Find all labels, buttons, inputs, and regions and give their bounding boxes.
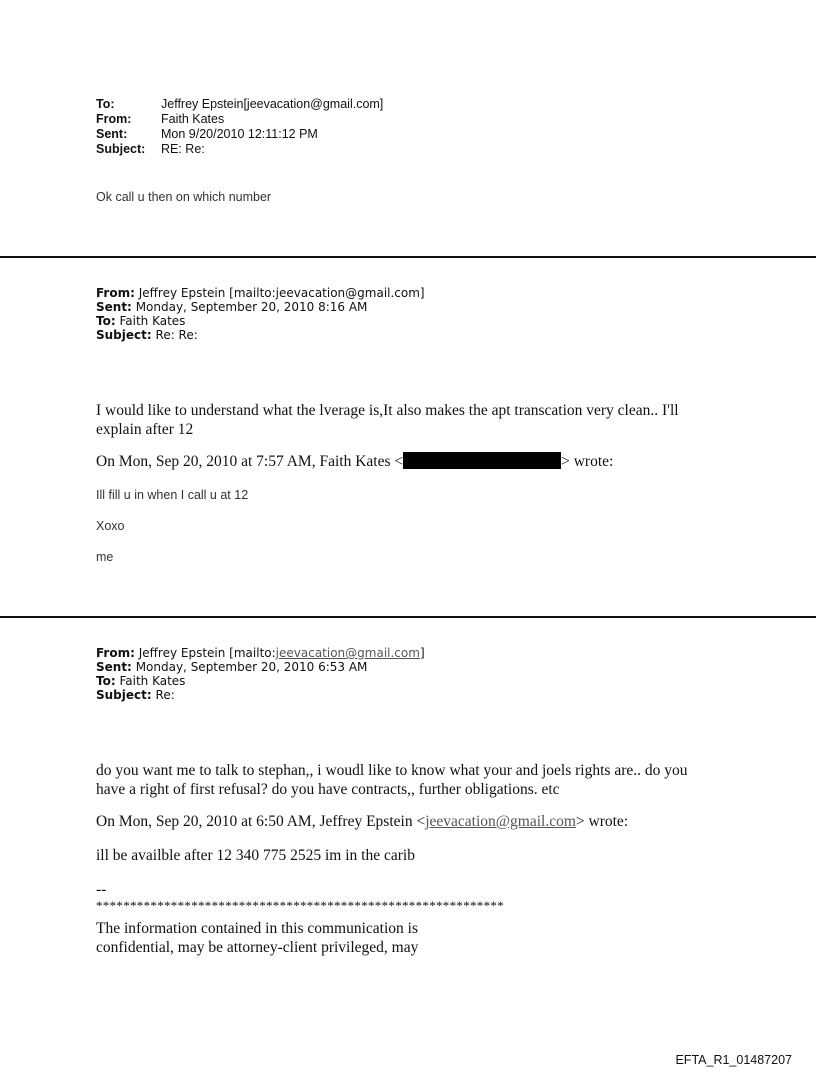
top-body-text: Ok call u then on which number — [96, 190, 272, 204]
msg2-header — [96, 286, 425, 342]
msg2-subject-value: Re: Re: — [155, 328, 198, 342]
msg3-sent-label: Sent: — [96, 660, 132, 674]
quote-email-link[interactable]: jeevacation@gmail.com — [425, 813, 576, 830]
msg2-body — [96, 401, 679, 439]
msg2-sent-value: Monday, September 20, 2010 8:16 AM — [135, 300, 368, 314]
subject-value: RE: Re: — [161, 142, 205, 156]
from-label: From: — [96, 112, 132, 126]
msg3-email-link[interactable]: jeevacation@gmail.com — [275, 646, 420, 660]
msg3-from-value-b: ] — [419, 646, 425, 660]
quote-intro-text: On Mon, Sep 20, 2010 at 6:50 AM, Jeffrey Epstein < — [96, 813, 426, 830]
msg3-quote-line: ill be availble after 12 340 775 2525 im in the carib — [96, 847, 415, 864]
signature-dash: -- — [96, 881, 107, 898]
msg2-from-value: Jeffrey Epstein [mailto:jeevacation@gmail.com] — [138, 286, 425, 300]
msg3-to-value: Faith Kates — [119, 674, 186, 688]
msg2-body-line: I would like to understand what the lverage is,It also makes the apt transcation very clean.. I'll — [96, 402, 679, 419]
msg2-quote-line: Xoxo — [96, 519, 125, 533]
divider — [0, 256, 816, 258]
quote-intro-wrote: > wrote: — [575, 813, 629, 830]
msg2-to-label: To: — [96, 314, 116, 328]
quote-intro-text: On Mon, Sep 20, 2010 at 7:57 AM, Faith Kates < — [96, 453, 404, 470]
msg2-quote-line: me — [96, 550, 114, 564]
confidentiality-line: The information contained in this communication is — [96, 920, 418, 937]
msg2-sent-label: Sent: — [96, 300, 132, 314]
msg3-subject-label: Subject: — [96, 688, 152, 702]
msg2-quote-intro — [96, 452, 613, 471]
msg3-subject-value: Re: — [155, 688, 175, 702]
confidentiality-line: confidential, may be attorney-client privileged, may — [96, 939, 419, 956]
signature-stars: ************************************************************ — [96, 898, 504, 913]
msg3-body — [96, 761, 688, 799]
msg2-to-value: Faith Kates — [119, 314, 186, 328]
sent-label: Sent: — [96, 127, 128, 141]
divider — [0, 616, 816, 618]
msg2-from-label: From: — [96, 286, 135, 300]
msg3-to-label: To: — [96, 674, 116, 688]
subject-label: Subject: — [96, 142, 146, 156]
msg3-body-line: have a right of first refusal? do you have contracts,, further obligations. etc — [96, 781, 560, 798]
msg3-sent-value: Monday, September 20, 2010 6:53 AM — [135, 660, 368, 674]
msg3-quote-intro — [96, 812, 628, 831]
to-label: To: — [96, 97, 115, 111]
redaction-bar — [403, 452, 561, 469]
msg3-from-label: From: — [96, 646, 135, 660]
confidentiality-notice — [96, 919, 418, 957]
msg2-subject-label: Subject: — [96, 328, 152, 342]
msg3-body-line: do you want me to talk to stephan,, i woudl like to know what your and joels rights are.. do you — [96, 762, 688, 779]
msg2-quote-line: Ill fill u in when I call u at 12 — [96, 488, 249, 502]
msg3-header — [96, 646, 425, 702]
from-value: Faith Kates — [161, 112, 225, 126]
quote-intro-wrote: > wrote: — [561, 453, 614, 470]
to-value: Jeffrey Epstein[jeevacation@gmail.com] — [161, 97, 384, 111]
sent-value: Mon 9/20/2010 12:11:12 PM — [161, 127, 318, 141]
msg3-from-value-a: Jeffrey Epstein [mailto: — [138, 646, 276, 660]
msg2-body-line: explain after 12 — [96, 421, 194, 438]
email-header — [96, 97, 383, 157]
document-id: EFTA_R1_01487207 — [675, 1053, 792, 1067]
